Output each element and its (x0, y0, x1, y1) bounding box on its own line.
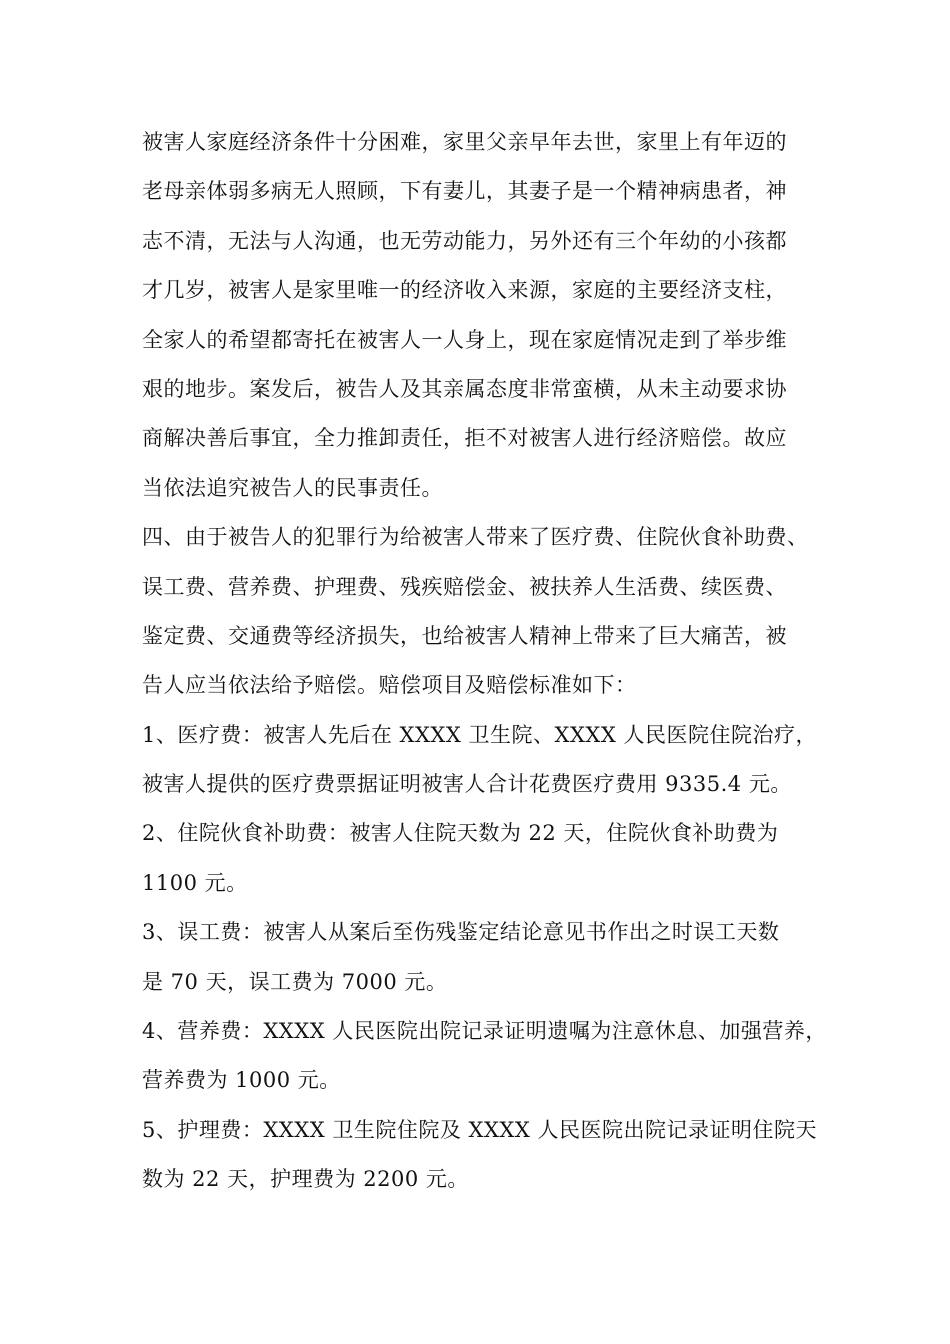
text-line: 是 70 天，误工费为 7000 元。 (142, 969, 448, 994)
text-line: 全家人的希望都寄托在被害人一人身上，现在家庭情况走到了举步维 (142, 327, 787, 352)
text-line: 被害人家庭经济条件十分困难，家里父亲早年去世，家里上有年迈的 (142, 130, 787, 154)
text-line: 当依法追究被告人的民事责任。 (142, 475, 443, 500)
text-line: 志不清，无法与人沟通，也无劳动能力，另外还有三个年幼的小孩都 (142, 228, 787, 253)
text-line: 四、由于被告人的犯罪行为给被害人带来了医疗费、住院伙食补助费、 (142, 525, 809, 550)
text-line: 2、住院伙食补助费：被害人住院天数为 22 天，住院伙食补助费为 (142, 821, 779, 846)
document-body (142, 118, 827, 1205)
text-line: 误工费、营养费、护理费、残疾赔偿金、被扶养人生活费、续医费、 (142, 574, 787, 599)
text-line: 才几岁，被害人是家里唯一的经济收入来源，家庭的主要经济支柱， (142, 278, 787, 303)
text-line: 1100 元。 (142, 870, 248, 895)
text-line: 商解决善后事宜，全力推卸责任，拒不对被害人进行经济赔偿。故应 (142, 426, 787, 451)
text-line: 被害人提供的医疗费票据证明被害人合计花费医疗费用 9335.4 元。 (142, 772, 792, 797)
text-line: 老母亲体弱多病无人照顾，下有妻儿，其妻子是一个精神病患者，神 (142, 179, 787, 204)
text-line: 1、医疗费：被害人先后在 XXXX 卫生院、XXXX 人民医院住院治疗， (142, 722, 817, 747)
text-line: 4、营养费：XXXX 人民医院出院记录证明遗嘱为注意休息、加强营养， (142, 1019, 827, 1044)
text-line: 5、护理费：XXXX 卫生院住院及 XXXX 人民医院出院记录证明住院天 (142, 1117, 817, 1142)
text-line: 艰的地步。案发后，被告人及其亲属态度非常蛮横，从未主动要求协 (142, 376, 787, 401)
text-line: 鉴定费、交通费等经济损失，也给被害人精神上带来了巨大痛苦，被 (142, 623, 787, 648)
text-line: 3、误工费：被害人从案后至伤残鉴定结论意见书作出之时误工天数 (142, 920, 780, 945)
text-line: 告人应当依法给予赔偿。赔偿项目及赔偿标准如下： (142, 673, 637, 698)
text-line: 营养费为 1000 元。 (142, 1068, 341, 1093)
text-line: 数为 22 天，护理费为 2200 元。 (142, 1167, 469, 1192)
